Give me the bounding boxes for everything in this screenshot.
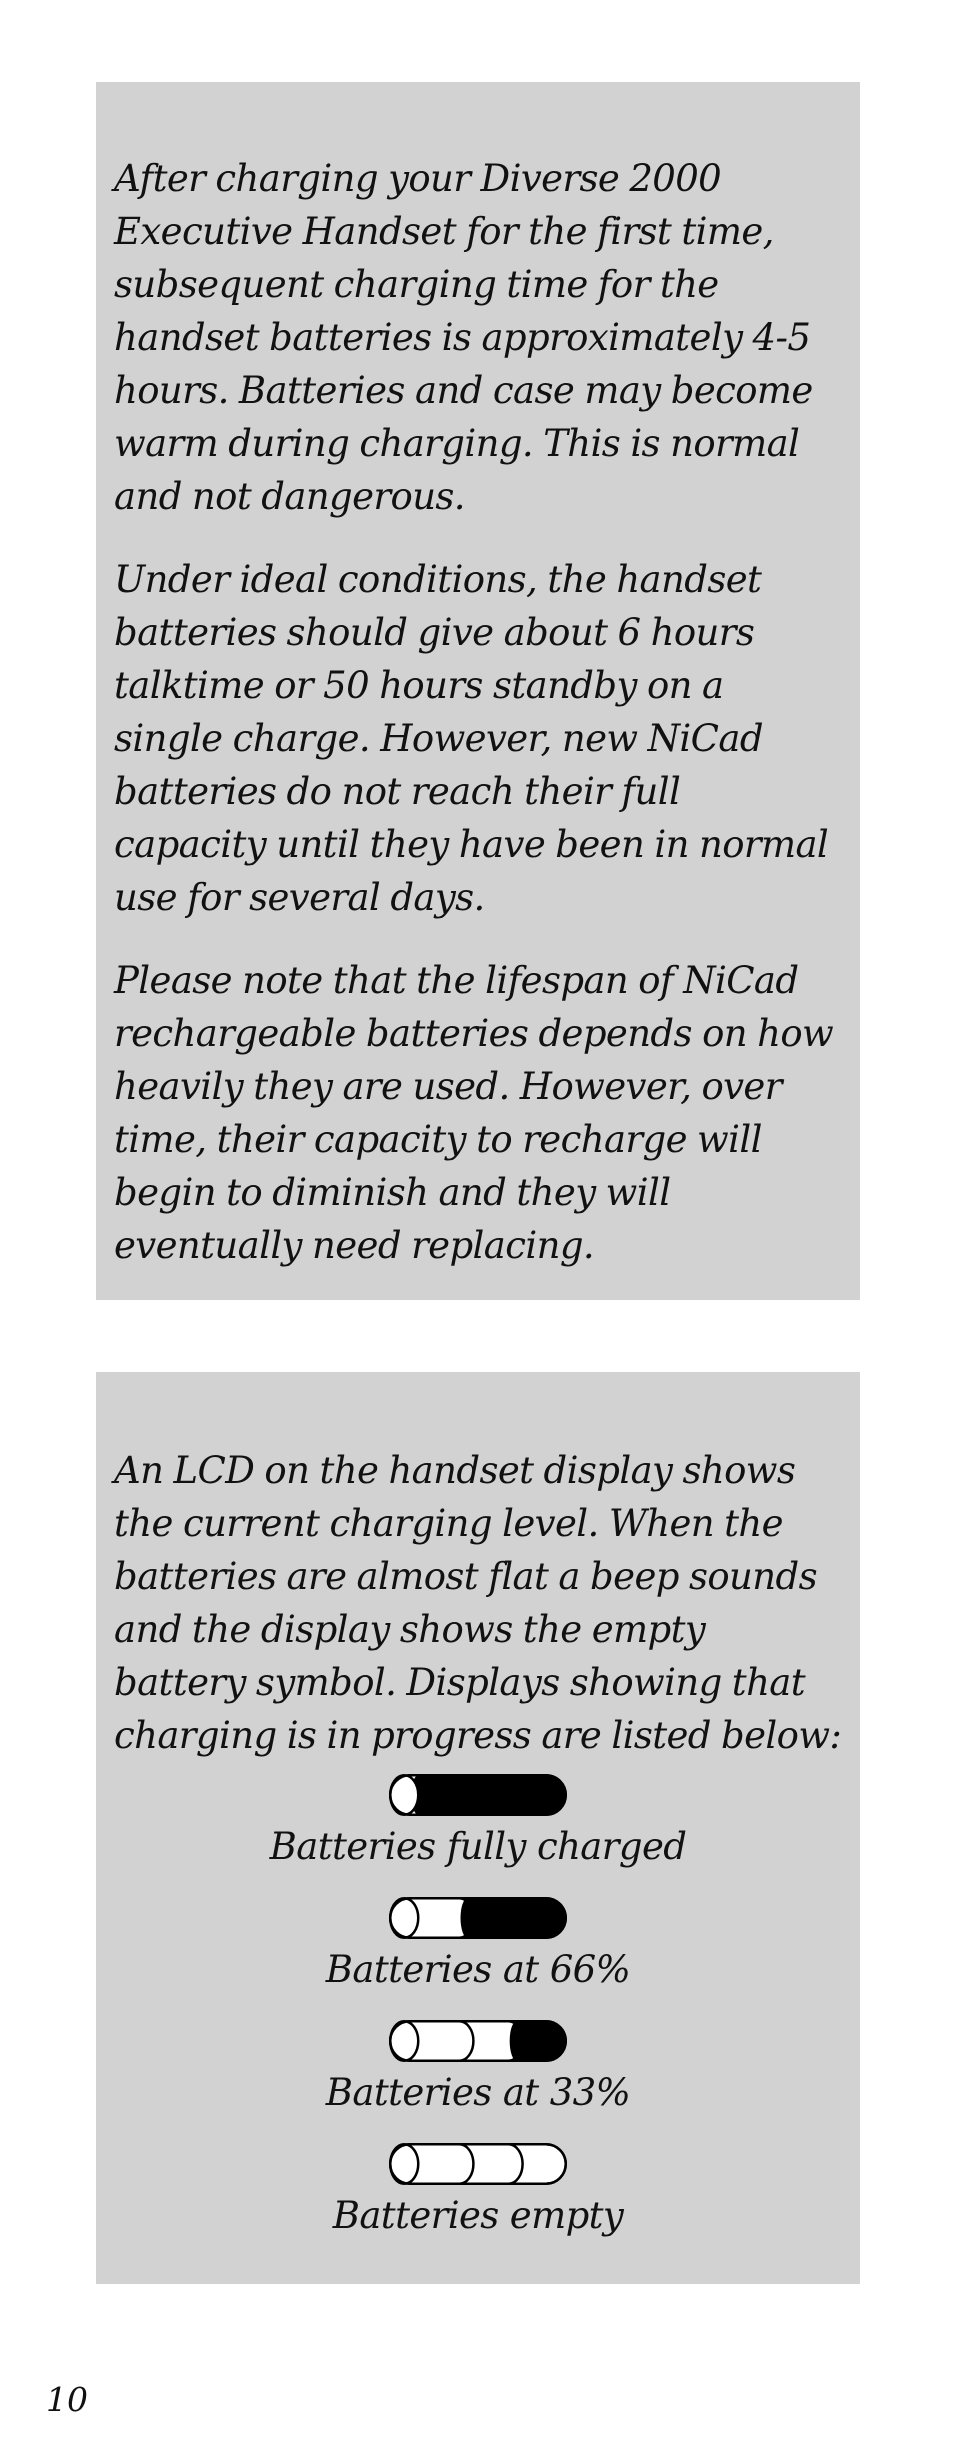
battery-33-icon — [389, 2020, 567, 2062]
battery-level-item — [270, 1774, 687, 1874]
battery-level-list — [114, 1774, 842, 2266]
battery-caption: Batteries empty — [332, 2194, 624, 2237]
battery-caption: Batteries fully charged — [269, 1825, 687, 1868]
battery-full-icon — [389, 1774, 567, 1816]
battery-lifespan-paragraph: Please note that the lifespan of NiCad rechargeable batteries depends on how heavily they are used. However, over time, their capacity to recharge will begin to diminish and they will eventually need replacing. — [114, 959, 834, 1267]
charging-level-box — [96, 1372, 860, 2284]
battery-capacity-paragraph: Under ideal conditions, the handset batteries should give about 6 hours talktime or 50 hours standby on a single charge. However, new NiCad batteries do not reach their full capacity until they have been in normal use for several days. — [114, 558, 829, 919]
page-number: 10 — [46, 2380, 88, 2419]
battery-level-item — [333, 2143, 624, 2243]
battery-caption: Batteries at 33% — [325, 2071, 631, 2114]
battery-fill — [411, 1775, 565, 1815]
battery-level-item — [326, 1897, 630, 1997]
lcd-intro-paragraph: An LCD on the handset display shows the current charging level. When the batteries are almost flat a beep sounds and the display shows the empty battery symbol. Displays showing that charging is in progress are listed below: — [114, 1449, 842, 1757]
battery-fill — [460, 1898, 565, 1938]
charging-time-paragraph: After charging your Diverse 2000 Executive Handset for the first time, subsequent charging time for the handset batteries is approximately 4-5 hours. Batteries and case may become warm during charging. This is normal and not dangerous. — [114, 157, 813, 518]
battery-empty-icon — [389, 2143, 567, 2185]
battery-66-icon — [389, 1897, 567, 1939]
charging-info-box — [96, 82, 860, 1300]
battery-level-item — [326, 2020, 630, 2120]
battery-caption: Batteries at 66% — [325, 1948, 631, 1991]
